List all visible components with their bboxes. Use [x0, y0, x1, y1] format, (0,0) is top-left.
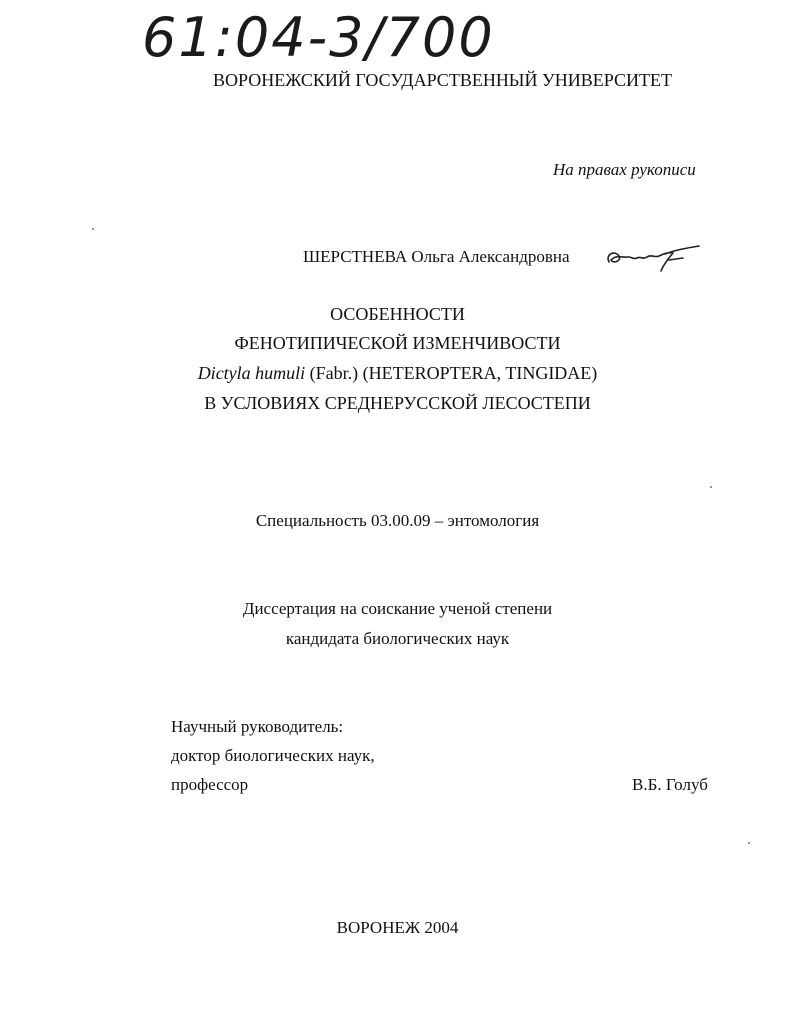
scan-speck [92, 228, 94, 230]
species-authority: (Fabr.) (HETEROPTERA, TINGIDAE) [305, 363, 598, 383]
author-name: ШЕРСТНЕВА Ольга Александровна [303, 247, 570, 266]
manuscript-rights-note: На правах рукописи [553, 160, 696, 179]
supervisor-degree: доктор биологических наук, [171, 746, 375, 765]
scan-speck [710, 486, 712, 488]
species-name: Dictyla humuli [197, 363, 306, 383]
supervisor-title: профессор [171, 775, 249, 794]
archive-stamp: 61:04-3/700 [142, 6, 495, 69]
title-line-2: ФЕНОТИПИЧЕСКОЙ ИЗМЕНЧИВОСТИ [234, 333, 561, 353]
specialty: Специальность 03.00.09 – энтомология [255, 511, 540, 530]
dissertation-line-1: Диссертация на соискание ученой степени [242, 599, 553, 618]
scan-speck [748, 842, 750, 844]
title-line-1: ОСОБЕННОСТИ [330, 304, 465, 324]
supervisor-label: Научный руководитель: [171, 717, 344, 736]
university-name: ВОРОНЕЖСКИЙ ГОСУДАРСТВЕННЫЙ УНИВЕРСИТЕТ [213, 70, 672, 90]
author-signature [603, 240, 703, 274]
title-line-4: В УСЛОВИЯХ СРЕДНЕРУССКОЙ ЛЕСОСТЕПИ [204, 393, 591, 413]
supervisor-name: В.Б. Голуб [632, 775, 708, 794]
dissertation-line-2: кандидата биологических наук [285, 629, 510, 648]
city-year: ВОРОНЕЖ 2004 [336, 918, 459, 937]
title-line-3 [0, 363, 795, 383]
